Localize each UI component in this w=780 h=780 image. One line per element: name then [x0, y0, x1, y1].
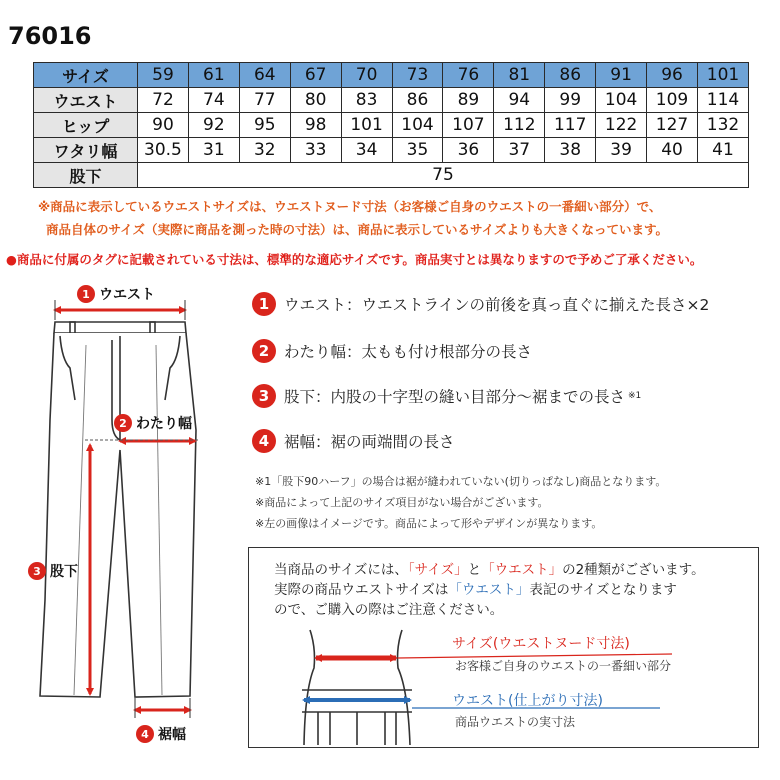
number-badge-4: 4 [252, 429, 276, 453]
fine-print-2: ※商品によって上記のサイズ項目がない場合がございます。 [255, 496, 549, 509]
table-cell: 99 [545, 88, 596, 113]
table-cell: 40 [647, 138, 698, 163]
table-cell: 132 [697, 113, 748, 138]
fine-print-1: ※1「股下90ハーフ」の場合は裾が縫われていない(切りっぱなし)商品となります。 [255, 475, 667, 488]
table-cell: 41 [697, 138, 748, 163]
number-badge-1: 1 [252, 292, 276, 316]
number-badge-2: 2 [114, 414, 132, 432]
number-badge-4: 4 [136, 725, 154, 743]
tag-size-note: ●商品に付属のタグに記載されている寸法は、標準的な適応サイズです。商品実寸とは異なりますので予めご了承ください。 [6, 252, 703, 267]
table-cell: 83 [341, 88, 392, 113]
number-badge-1: 1 [77, 285, 95, 303]
table-cell: 38 [545, 138, 596, 163]
number-badge-2: 2 [252, 339, 276, 363]
header-cell: 64 [239, 63, 290, 88]
table-cell: 95 [239, 113, 290, 138]
pants-label-inseam: 3 股下 [28, 561, 78, 581]
table-cell: 112 [494, 113, 545, 138]
legend-text: 裾幅：裾の両端間の長さ [284, 433, 455, 451]
info-line-1: 当商品のサイズには、「サイズ」と「ウエスト」の2種類がございます。 [274, 562, 705, 578]
table-cell: 101 [341, 113, 392, 138]
table-cell: 117 [545, 113, 596, 138]
table-cell: 109 [647, 88, 698, 113]
header-cell: 76 [443, 63, 494, 88]
table-cell: 77 [239, 88, 290, 113]
nude-size-description: お客様ご自身のウエストの一番細い部分 [455, 659, 672, 673]
legend-item-hem-width [252, 427, 455, 455]
table-cell: 107 [443, 113, 494, 138]
table-cell: 31 [188, 138, 239, 163]
table-cell: 39 [596, 138, 647, 163]
table-cell: 80 [290, 88, 341, 113]
number-badge-3: 3 [28, 562, 46, 580]
actual-size-note: 商品自体のサイズ（実際に商品を測った時の寸法）は、商品に表示しているサイズよりも大きくなっています。 [46, 222, 669, 237]
table-cell: 37 [494, 138, 545, 163]
pants-label-waist: 1 ウエスト [77, 284, 155, 304]
nude-size-label: サイズ(ウエストヌード寸法) [452, 636, 630, 652]
table-cell: 89 [443, 88, 494, 113]
footnote-mark: ※1 [628, 391, 642, 401]
table-cell: 86 [392, 88, 443, 113]
finished-waist-description: 商品ウエストの実寸法 [455, 715, 576, 729]
table-cell: 30.5 [138, 138, 189, 163]
legend-item-thigh-width [252, 337, 532, 365]
info-line-3: ので、ご購入の際はご注意ください。 [274, 602, 504, 618]
pants-label-hem-width: 4 裾幅 [136, 724, 186, 744]
pants-label-thigh-width: 2 わたり幅 [114, 413, 192, 433]
header-cell: 81 [494, 63, 545, 88]
finished-waist-label: ウエスト(仕上がり寸法) [452, 693, 603, 709]
product-code: 76016 [8, 22, 92, 50]
table-cell: 74 [188, 88, 239, 113]
header-cell: 86 [545, 63, 596, 88]
row-label: ヒップ [34, 113, 138, 138]
header-cell: 91 [596, 63, 647, 88]
header-cell: 101 [697, 63, 748, 88]
table-cell: 90 [138, 113, 189, 138]
table-cell: 36 [443, 138, 494, 163]
table-cell: 122 [596, 113, 647, 138]
table-cell: 127 [647, 113, 698, 138]
table-cell: 33 [290, 138, 341, 163]
header-cell: 73 [392, 63, 443, 88]
table-cell: 72 [138, 88, 189, 113]
header-cell: 67 [290, 63, 341, 88]
header-cell: サイズ [34, 63, 138, 88]
row-label: ワタリ幅 [34, 138, 138, 163]
info-line-2: 実際の商品ウエストサイズは「ウエスト」表記のサイズとなります [274, 582, 677, 598]
waist-size-note: ※商品に表示しているウエストサイズは、ウエストヌード寸法（お客様ご自身のウエストの一番細い部分）で、 [38, 199, 662, 214]
header-cell: 70 [341, 63, 392, 88]
table-cell: 35 [392, 138, 443, 163]
number-badge-3: 3 [252, 384, 276, 408]
table-cell: 98 [290, 113, 341, 138]
table-cell: 114 [697, 88, 748, 113]
legend-text: わたり幅：太もも付け根部分の長さ [284, 343, 533, 361]
header-cell: 61 [188, 63, 239, 88]
row-label: ウエスト [34, 88, 138, 113]
legend-item-inseam [252, 382, 641, 410]
table-cell: 32 [239, 138, 290, 163]
fine-print-3: ※左の画像はイメージです。商品によって形やデザインが異なります。 [255, 517, 603, 530]
legend-text: ウエスト：ウエストラインの前後を真っ直ぐに揃えた長さ×2 [284, 296, 710, 314]
table-cell: 104 [596, 88, 647, 113]
table-cell: 94 [494, 88, 545, 113]
header-cell: 96 [647, 63, 698, 88]
table-cell: 34 [341, 138, 392, 163]
inseam-value: 75 [138, 163, 749, 188]
table-cell: 92 [188, 113, 239, 138]
pants-illustration [40, 322, 196, 697]
row-label: 股下 [34, 163, 138, 188]
legend-text: 股下：内股の十字型の縫い目部分～裾までの長さ [284, 388, 626, 406]
header-cell: 59 [138, 63, 189, 88]
legend-item-waist [252, 290, 709, 318]
table-cell: 104 [392, 113, 443, 138]
